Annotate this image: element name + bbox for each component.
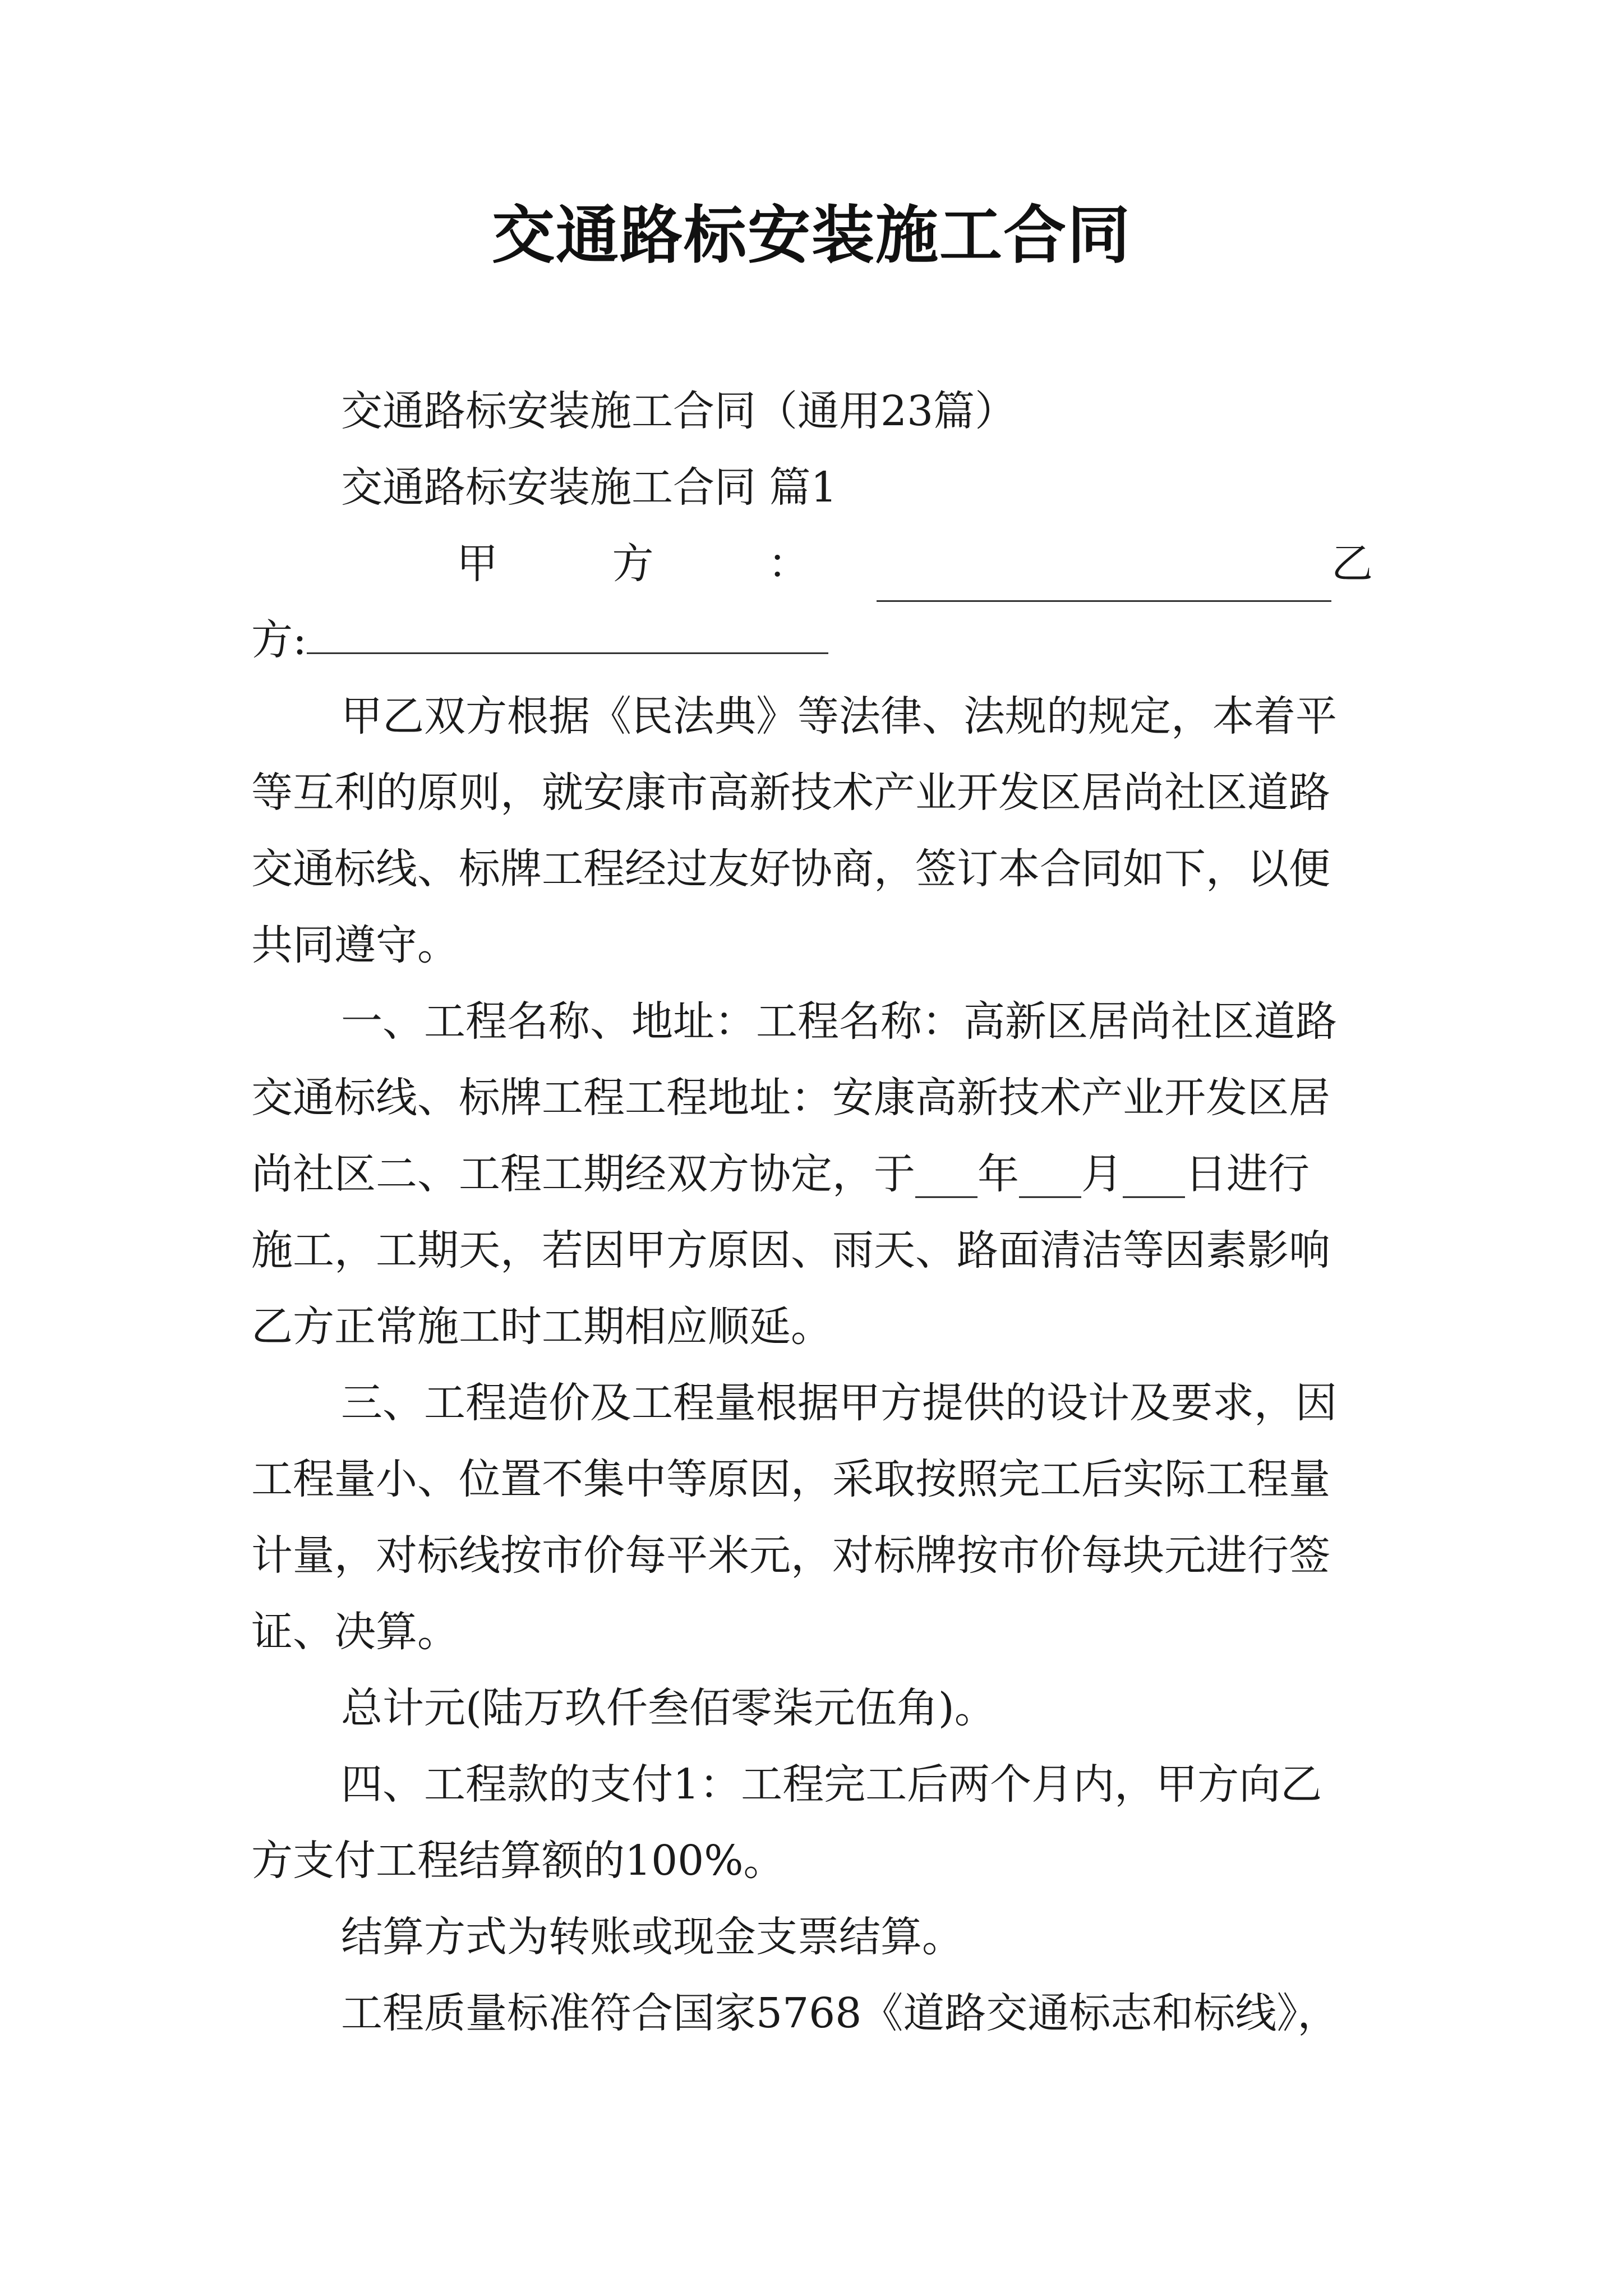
section-heading: 交通路标安装施工合同 篇1: [341, 463, 837, 512]
paragraph-line: 尚社区二、工程工期经双方协定，于___年___月___日进行: [251, 1150, 1310, 1198]
party-b-label-start: 乙: [1331, 540, 1373, 588]
paragraph-line: 总计元(陆万玖仟叁佰零柒元伍角)。: [341, 1684, 996, 1732]
paragraph-line: 一、工程名称、地址：工程名称：高新区居尚社区道路: [341, 997, 1337, 1046]
paragraph-line: 共同遵守。: [251, 921, 459, 969]
party-a-label: 甲 方 ：: [457, 540, 860, 588]
paragraph-line: 等互利的原则，就安康市高新技术产业开发区居尚社区道路: [251, 769, 1330, 817]
paragraph: [251, 1899, 1373, 1975]
document-title: 交通路标安装施工合同: [492, 199, 1131, 272]
paragraph-line: 施工，工期天，若因甲方原因、雨天、路面清洁等因素影响: [251, 1226, 1330, 1274]
party-b-row: [251, 602, 1373, 678]
party-a-blank-line: [877, 565, 1331, 602]
document-subtitle: 交通路标安装施工合同（通用23篇）: [341, 387, 1017, 435]
paragraph: [251, 678, 1373, 983]
paragraph-line: 工程质量标准符合国家5768《道路交通标志和标线》，: [341, 1989, 1339, 2037]
paragraph: [251, 1746, 1373, 1899]
paragraph-line: 交通标线、标牌工程工程地址：安康高新技术产业开发区居: [251, 1074, 1330, 1122]
paragraph-line: 三、工程造价及工程量根据甲方提供的设计及要求，因: [341, 1379, 1337, 1427]
document-body: [251, 373, 1373, 2051]
paragraph-line: 证、决算。: [251, 1608, 459, 1656]
paragraph: [251, 1365, 1373, 1670]
paragraph-line: 甲乙双方根据《民法典》等法律、法规的规定，本着平: [341, 692, 1337, 740]
party-b-label-end: 方:: [251, 616, 307, 664]
paragraph: [251, 1670, 1373, 1746]
paragraph: [251, 1975, 1373, 2051]
paragraph-line: 计量，对标线按市价每平米元，对标牌按市价每块元进行签: [251, 1531, 1330, 1580]
party-b-blank-line: [307, 618, 828, 654]
paragraph-line: 工程量小、位置不集中等原因，采取按照完工后实际工程量: [251, 1455, 1330, 1503]
paragraph-line: 四、工程款的支付1：工程完工后两个月内，甲方向乙: [341, 1760, 1322, 1809]
paragraph-line: 方支付工程结算额的100%。: [251, 1837, 785, 1885]
paragraph: [251, 983, 1373, 1365]
paragraphs-container: [251, 678, 1373, 2051]
party-a-row: [251, 526, 1373, 602]
paragraph-line: 结算方式为转账或现金支票结算。: [341, 1913, 963, 1961]
paragraph-line: 交通标线、标牌工程经过友好协商，签订本合同如下，以便: [251, 845, 1330, 893]
paragraph-line: 乙方正常施工时工期相应顺延。: [251, 1303, 832, 1351]
